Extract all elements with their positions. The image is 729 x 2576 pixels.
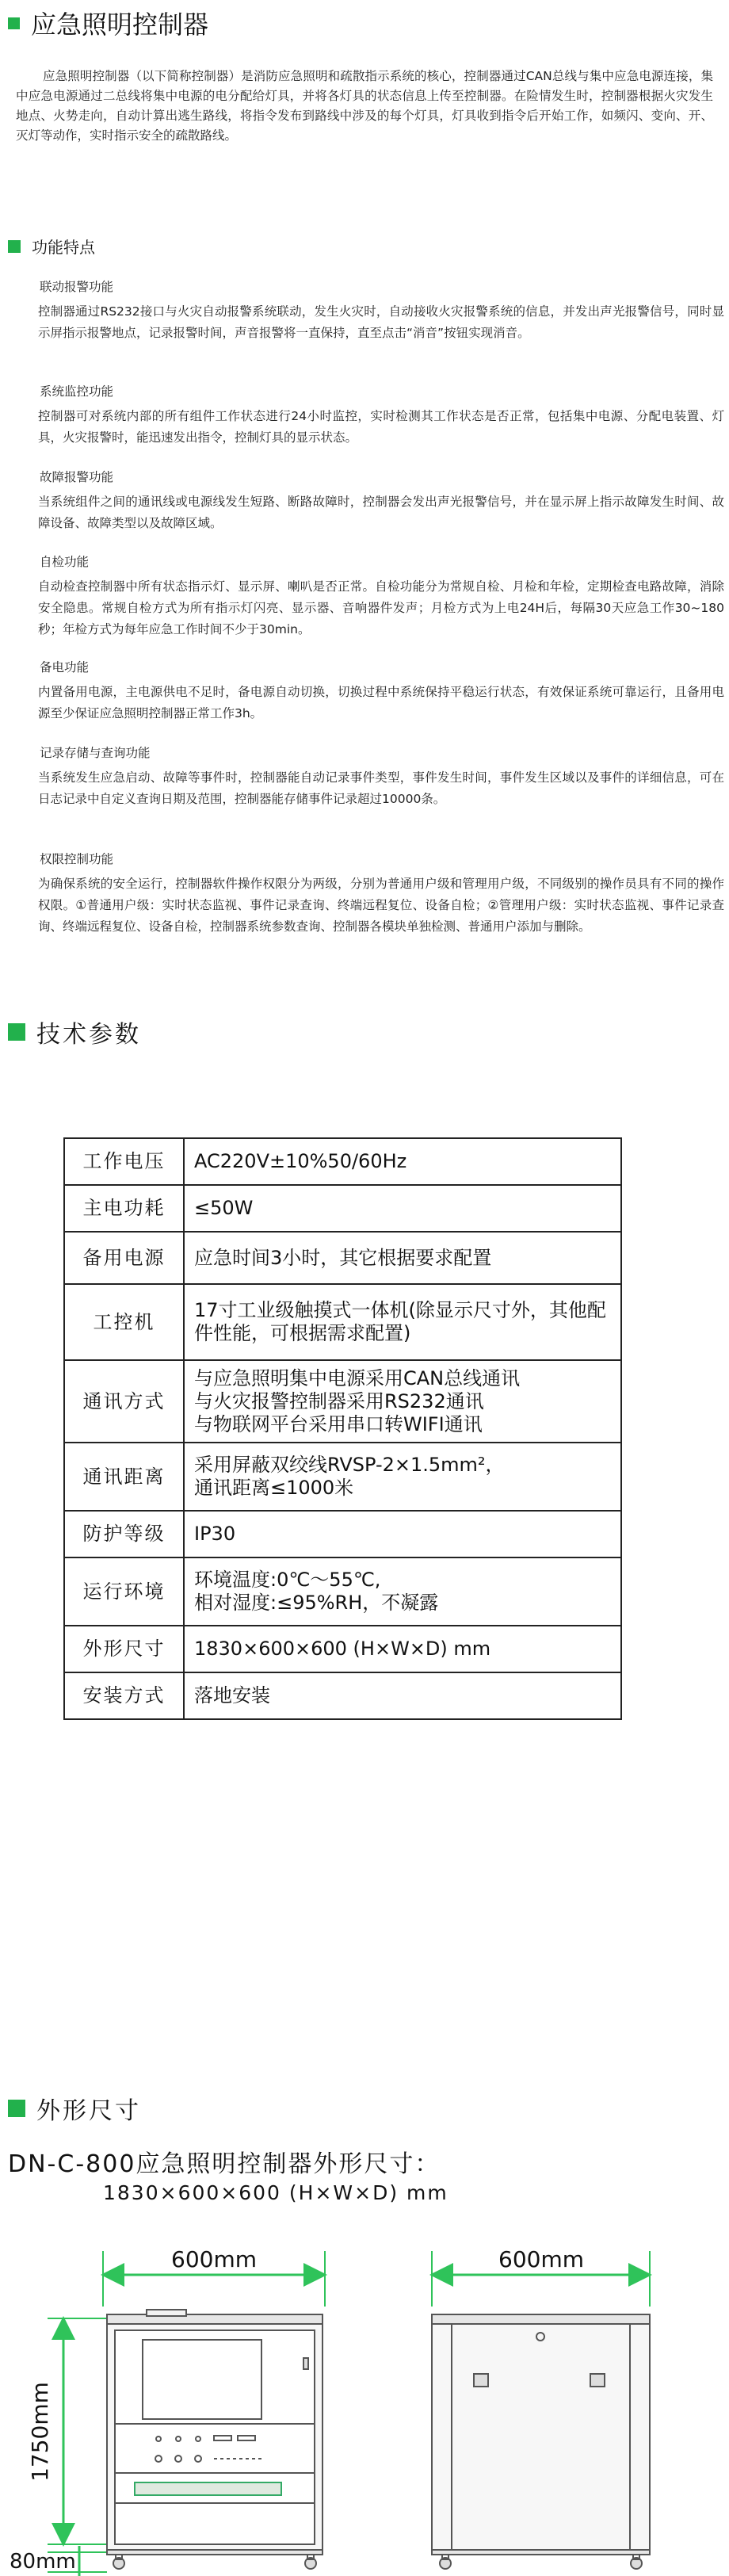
feature-heading: 权限控制功能 bbox=[40, 852, 114, 866]
feature-heading: 备电功能 bbox=[40, 660, 90, 675]
feature-text: 内置备用电源，主电源供电不足时，备电源自动切换，切换过程中系统保持平稳运行状态，有效保证系统可靠运行，且备用电源至少保证应急照明控制器正常工作3h。 bbox=[38, 685, 724, 720]
front-width-label: 600mm bbox=[171, 2246, 257, 2272]
feature-heading: 系统监控功能 bbox=[40, 384, 114, 399]
features-square-icon bbox=[8, 240, 21, 253]
side-depth-dimension bbox=[432, 2246, 650, 2307]
height-label: 1750mm bbox=[27, 2382, 53, 2482]
intro-paragraph: 应急照明控制器（以下简称控制器）是消防应急照明和疏散指示系统的核心，控制器通过CAN总线与集中应急电源连接，集中应急电源通过二总线将集中电源的电分配给灯具，并将各灯具的状态信息上传至控制器。在险情发生时，控制器根据火灾发生地点、火势走向，自动计算出逃生路线，将指令发布到路线中涉及的每个灯具，灯具收到指令后开始工作，如频闪、变向、开、灭灯等动作，实时指示安全的疏散路线。 bbox=[16, 69, 713, 143]
feature-heading: 联动报警功能 bbox=[40, 280, 114, 294]
header-square-icon bbox=[8, 17, 20, 29]
specs-title: 技术参数 bbox=[8, 1015, 141, 1049]
feature-heading: 记录存储与查询功能 bbox=[40, 746, 151, 760]
feature-text: 控制器通过RS232接口与火灾自动报警系统联动，发生火灾时，自动接收火灾报警系统的信息，并发出声光报警信号，同时显示屏指示报警地点，记录报警时间，声音报警将一直保持，直至点击“消音”按钮实现消音。 bbox=[38, 304, 724, 340]
table-row: 通讯方式 与应急照明集中电源采用CAN总线通讯 与火灾报警控制器采用RS232通讯 与物联网平台采用串口转WIFI通讯 bbox=[64, 1360, 621, 1443]
cabinet-front-view bbox=[107, 2310, 323, 2569]
page-header bbox=[8, 5, 208, 41]
front-width-dimension bbox=[103, 2246, 325, 2307]
specs-table bbox=[63, 1137, 622, 1720]
feature-text: 自动检查控制器中所有状态指示灯、显示屏、喇叭是否正常。自检功能分为常规自检、月检和年检，定期检查电路故障，消除安全隐患。常规自检方式为所有指示灯闪亮、显示器、音响器件发声；月检方式为上电24H后，每隔30天应急工作30~180秒；年检方式为每年应急工作时间不少于30min。 bbox=[38, 579, 724, 636]
table-row: 通讯距离 采用屏蔽双绞线RVSP-2×1.5mm²， 通讯距离≤1000米 bbox=[64, 1443, 621, 1511]
base-dimension bbox=[10, 2546, 107, 2576]
page-title: 应急照明控制器 bbox=[31, 10, 209, 40]
table-row: 外形尺寸 1830×600×600 (H×W×D) mm bbox=[64, 1626, 621, 1672]
base-label: 80mm bbox=[10, 2550, 76, 2574]
model-line: DN-C-800应急照明控制器外形尺寸： bbox=[8, 2150, 441, 2178]
feature-text: 为确保系统的安全运行，控制器软件操作权限分为两级，分别为普通用户级和管理用户级，不同级别的操作员具有不同的操作权限。①普通用户级：实时状态监视、事件记录查询、终端远程复位、设备自检；②管理用户级：实时状态监视、事件记录查询、终端远程复位、设备自检，控制器系统参数查询、控制器各模块单独检测、普通用户添加与删除。 bbox=[38, 877, 724, 934]
side-lock-right bbox=[590, 2374, 605, 2387]
specs-square-icon bbox=[8, 1023, 25, 1041]
cabinet-drawing bbox=[0, 2219, 729, 2576]
side-depth-label: 600mm bbox=[498, 2246, 584, 2272]
indicator-strip bbox=[135, 2482, 281, 2495]
table-row: 防护等级 IP30 bbox=[64, 1511, 621, 1557]
table-row: 运行环境 环境温度:0℃～55℃, 相对湿度:≤95%RH，不凝露 bbox=[64, 1557, 621, 1626]
feature-text: 当系统组件之间的通讯线或电源线发生短路、断路故障时，控制器会发出声光报警信号，并在显示屏上指示故障发生时间、故障设备、故障类型以及故障区域。 bbox=[38, 495, 724, 530]
screen-display bbox=[143, 2340, 261, 2419]
size-line: 1830×600×600 (H×W×D) mm bbox=[103, 2181, 448, 2204]
table-row: 工控机 17寸工业级触摸式一体机(除显示尺寸外，其他配件性能，可根据需求配置) bbox=[64, 1284, 621, 1360]
side-lock-left bbox=[474, 2374, 488, 2387]
table-row: 备用电源 应急时间3小时，其它根据要求配置 bbox=[64, 1232, 621, 1284]
feature-heading: 故障报警功能 bbox=[40, 470, 114, 484]
table-row: 主电功耗 ≤50W bbox=[64, 1185, 621, 1232]
dimensions-square-icon bbox=[8, 2100, 25, 2117]
height-dimension bbox=[27, 2318, 107, 2544]
features-title: 功能特点 bbox=[8, 235, 95, 258]
cabinet-side-view bbox=[432, 2314, 650, 2569]
table-row: 工作电压 AC220V±10%50/60Hz bbox=[64, 1138, 621, 1185]
table-row: 安装方式 落地安装 bbox=[64, 1672, 621, 1719]
feature-heading: 自检功能 bbox=[40, 555, 90, 569]
feature-text: 当系统发生应急启动、故障等事件时，控制器能自动记录事件类型，事件发生时间，事件发生区域以及事件的详细信息，可在日志记录中自定义查询日期及范围，控制器能存储事件记录超过10000条。 bbox=[38, 770, 724, 806]
feature-text: 控制器可对系统内部的所有组件工作状态进行24小时监控，实时检测其工作状态是否正常，包括集中电源、分配电装置、灯具，火灾报警时，能迅速发出指令，控制灯具的显示状态。 bbox=[38, 409, 724, 445]
dimensions-title: 外形尺寸 bbox=[8, 2091, 141, 2126]
